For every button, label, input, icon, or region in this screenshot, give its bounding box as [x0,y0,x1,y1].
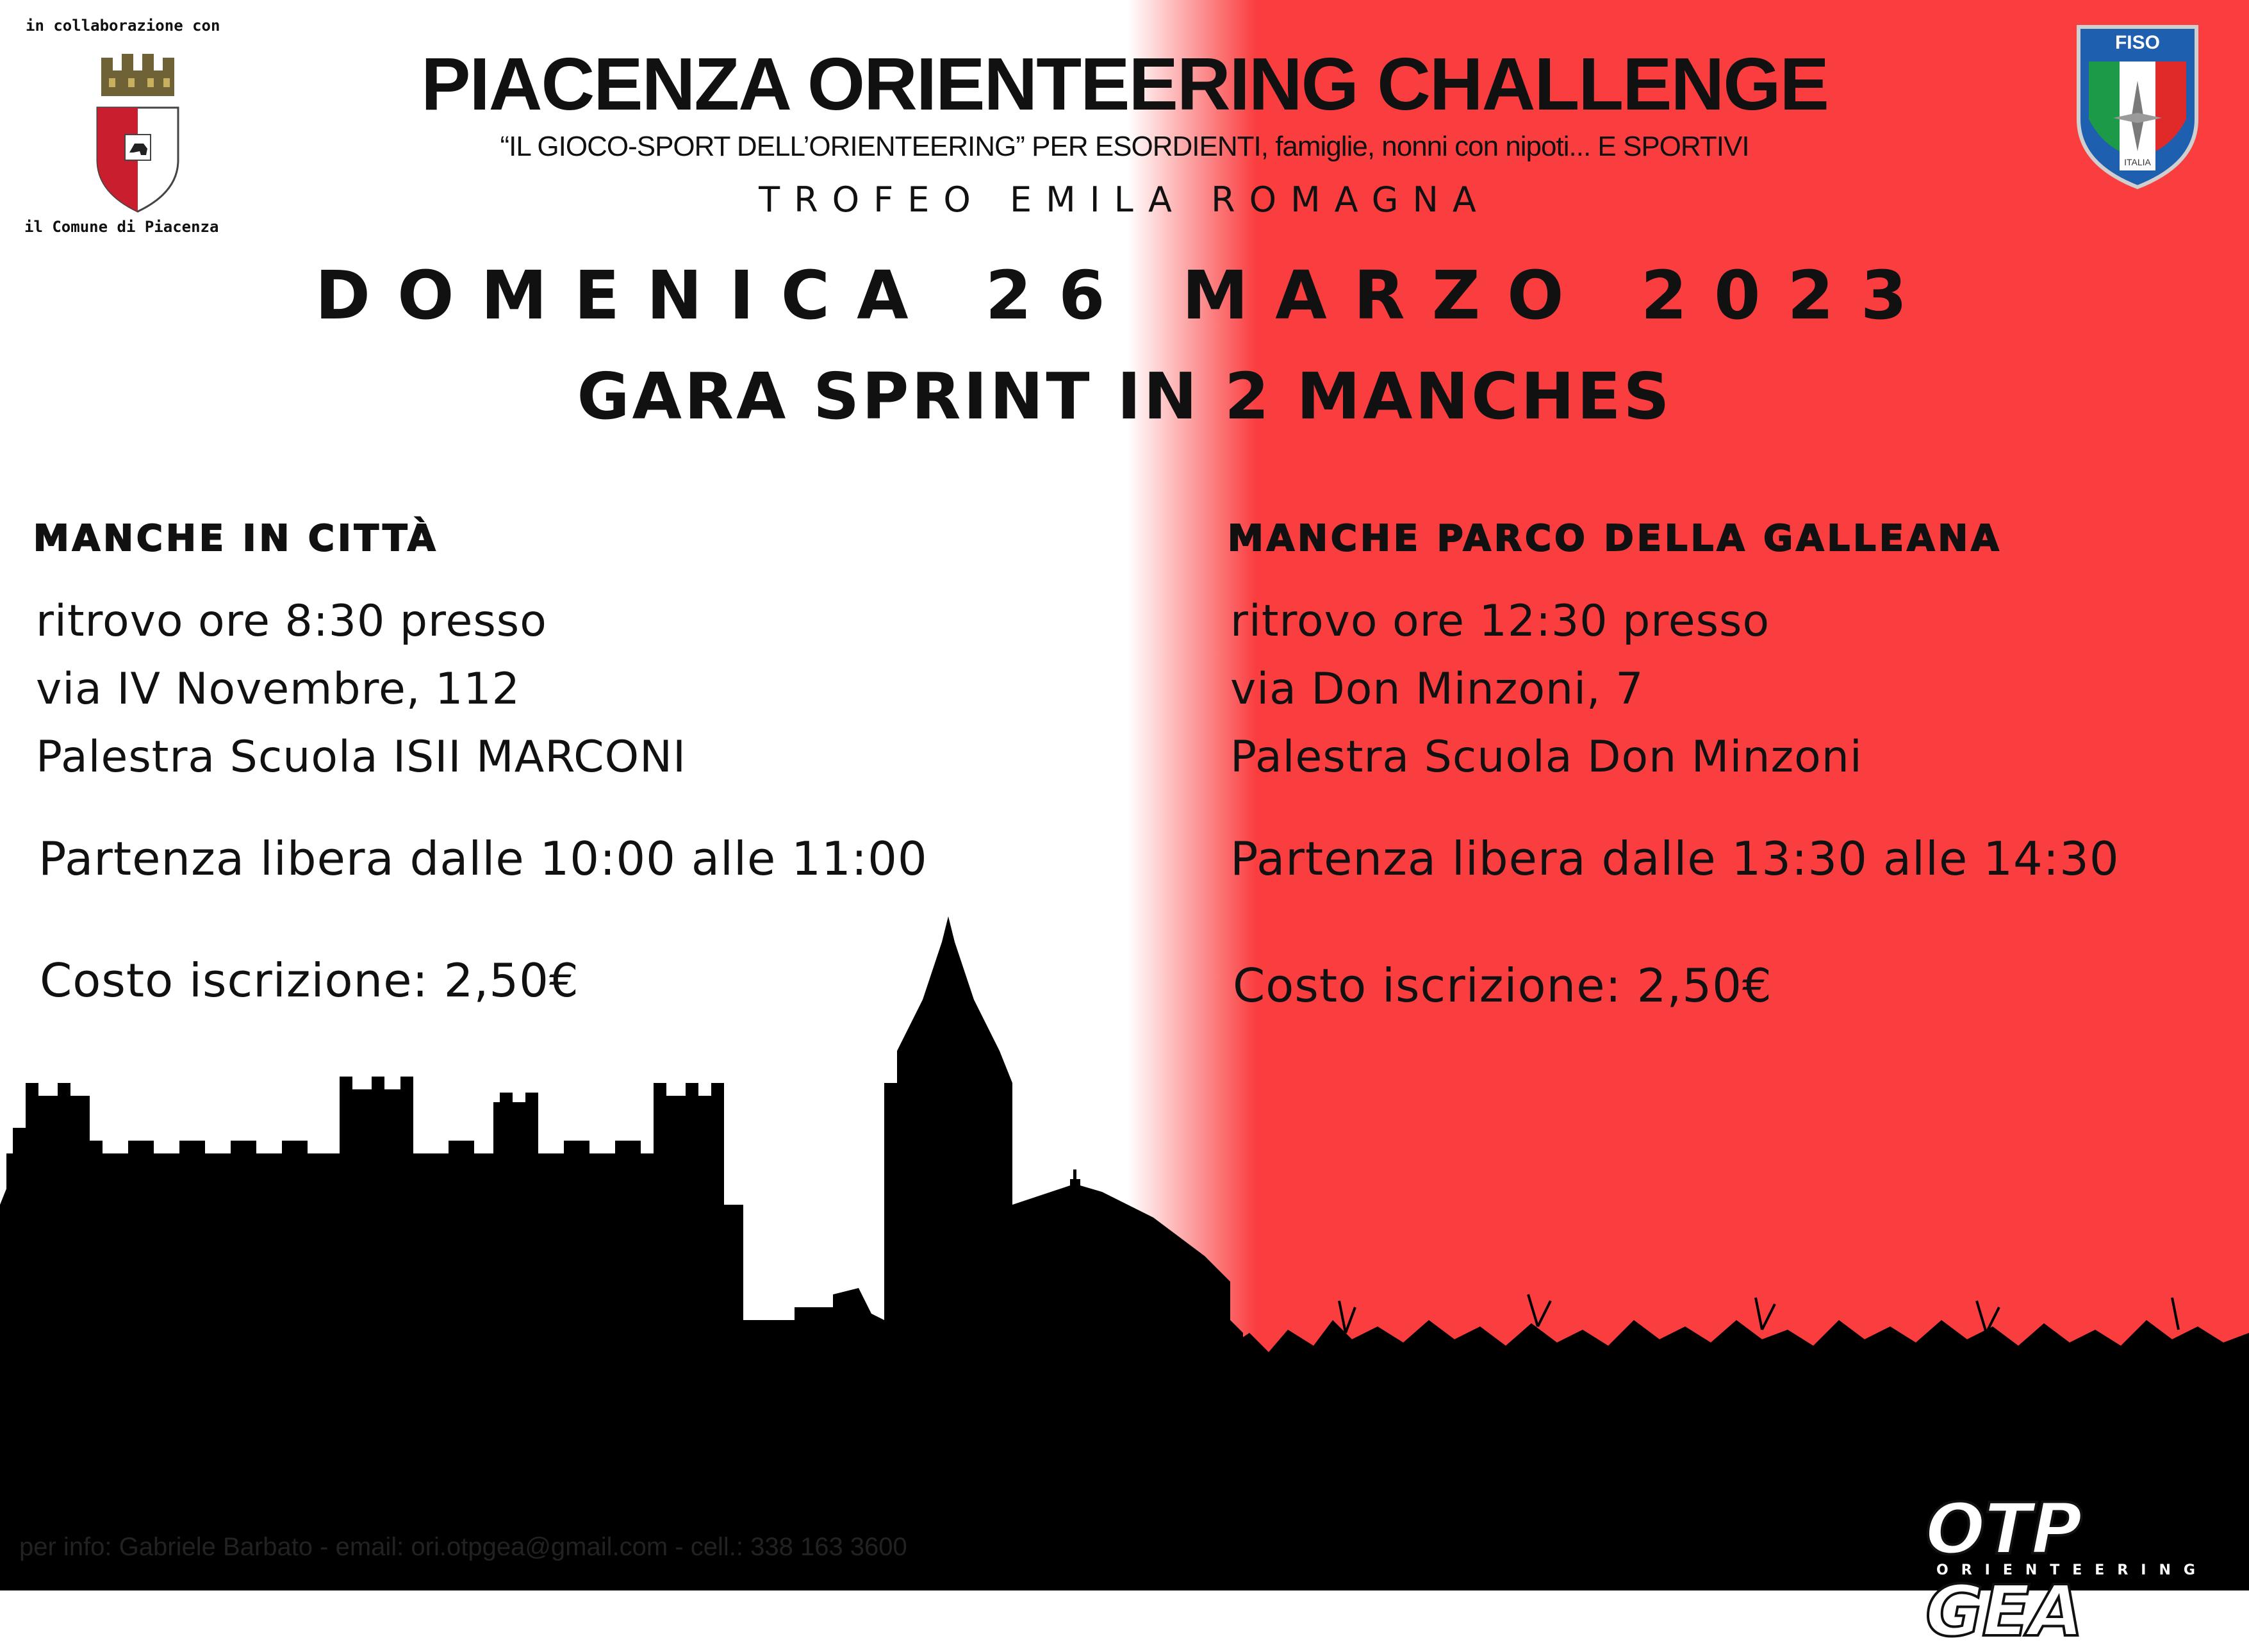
right-address: via Don Minzoni, 7 [1230,664,1644,714]
right-place: Palestra Scuola Don Minzoni [1230,732,1863,782]
race-title: GARA SPRINT IN 2 MANCHES [577,359,1672,434]
right-meet: ritrovo ore 12:30 presso [1230,596,1770,647]
left-address: via IV Novembre, 112 [36,664,520,714]
left-cost: Costo iscrizione: 2,50€ [40,954,579,1007]
left-start: Partenza libera dalle 10:00 alle 11:00 [38,832,928,886]
otp-gea-subtitle: ORIENTEERING [1936,1562,2208,1578]
collab-text: in collaborazione con [26,17,220,35]
right-cost: Costo iscrizione: 2,50€ [1233,959,1772,1012]
left-meet: ritrovo ore 8:30 presso [36,596,547,647]
page-subtitle: “IL GIOCO-SPORT DELL’ORIENTEERING” PER ESORDIENTI, famiglie, nonni con nipoti... E SPORTIVI [500,131,1749,162]
right-heading: MANCHE PARCO DELLA GALLEANA [1228,518,2002,559]
footer-info: per info: Gabriele Barbato - email: ori.otpgea@gmail.com - cell.: 338 163 3600 [19,1533,907,1561]
trofeo-title: TROFEO EMILA ROMAGNA [759,179,1490,220]
left-place: Palestra Scuola ISII MARCONI [36,732,687,782]
comune-text: il Comune di Piacenza [24,218,219,236]
page-title: PIACENZA ORIENTEERING CHALLENGE [421,42,1828,126]
otp-gea-logo: OTP GEA [1925,1488,2082,1652]
left-heading: MANCHE IN CITTÀ [33,518,439,559]
fiso-label: FISO [2114,32,2161,53]
right-start: Partenza libera dalle 13:30 alle 14:30 [1230,832,2120,886]
italia-label: ITALIA [2124,157,2151,167]
event-date: DOMENICA 26 MARZO 2023 [315,256,1934,335]
